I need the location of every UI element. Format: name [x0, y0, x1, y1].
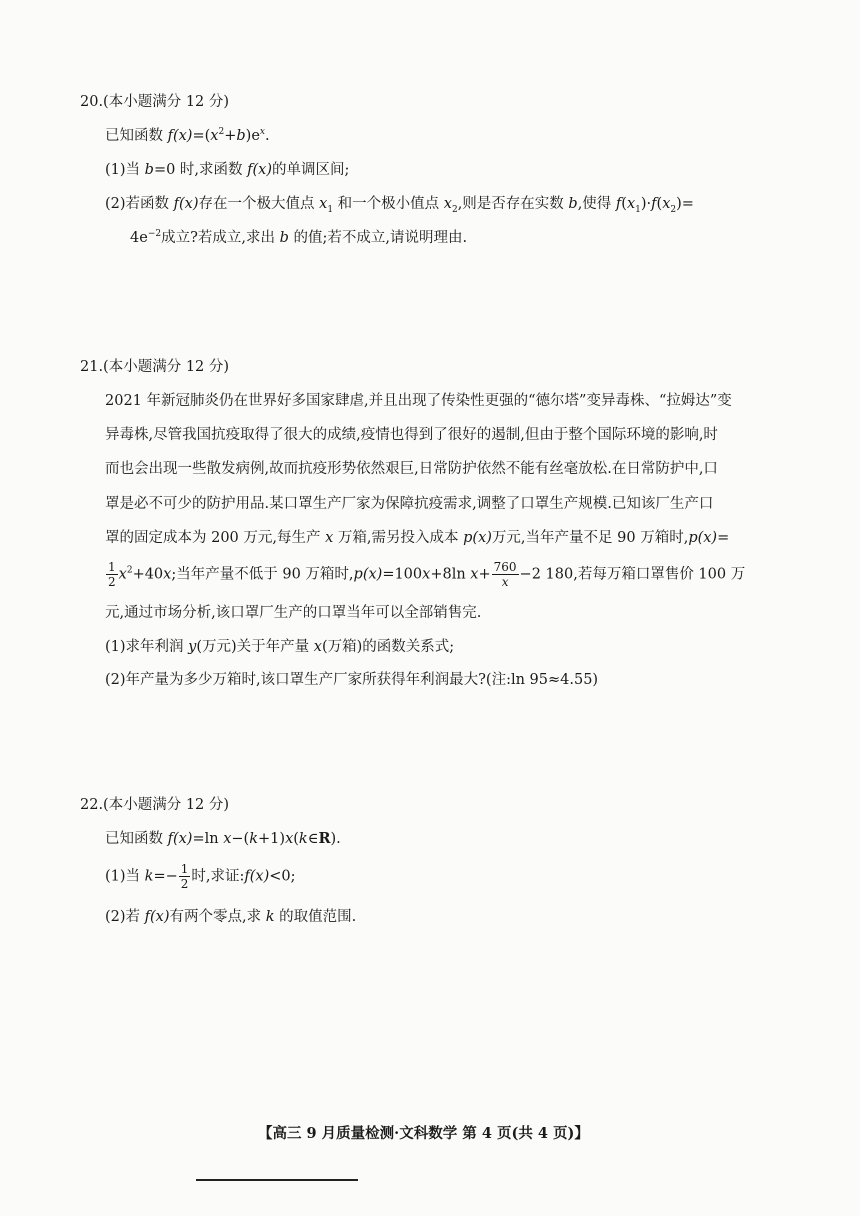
fraction-half: $\frac{1}{2}$ — [108, 560, 116, 589]
fraction-half: $\frac{1}{2}$ — [180, 862, 189, 891]
fraction-760-over-x: $\frac{760}{x}$ — [493, 560, 517, 589]
q22-stem: 已知函数 f(x)=ln x−(k+1)x(k∈R). — [105, 830, 341, 847]
q21-text-line: 罩的固定成本为 200 万元,每生产 x 万箱,需另投入成本 p(x)万元,当年产量不足 90 万箱时,p(x)= — [105, 530, 730, 546]
bottom-rule — [196, 1179, 358, 1181]
q22-part2: (2)若 f(x)有两个零点,求 k 的取值范围. — [105, 909, 357, 925]
q20-part2-cont: $4e^{-2}$成立?若成立,求出 b 的值;若不成立,请说明理由. — [130, 229, 468, 246]
q20-part2: (2)若函数 f(x)存在一个极大值点 $x_1$ 和一个极小值点 $x_2$,则是否存在实数 b,使得 $f(x_1)\cdot f(x_2)=$ — [105, 196, 694, 215]
q21-text-line: 元,通过市场分析,该口罩厂生产的口罩当年可以全部销售完. — [105, 605, 482, 621]
q21-formula-line: $\frac{1}{2}$ $x^2+40x$;当年产量不低于 90 万箱时,p(x)=100x+8ln x+ $\frac{760}{x}$ −2 180,若每万箱口罩售价 100 万 — [108, 560, 746, 589]
q21-text-line: 罩是必不可少的防护用品.某口罩生产厂家为保障抗疫需求,调整了口罩生产规模.已知该厂生产口 — [105, 496, 714, 512]
q21-heading: 21.(本小题满分 12 分) — [80, 359, 230, 375]
q22-heading: 22.(本小题满分 12 分) — [80, 797, 230, 813]
q21-part2: (2)年产量为多少万箱时,该口罩生产厂家所获得年利润最大?(注:ln 95≈4.55) — [105, 672, 599, 688]
q21-text-line: 异毒株,尽管我国抗疫取得了很大的成绩,疫情也得到了很好的遏制,但由于整个国际环境的影响,时 — [105, 427, 718, 443]
q20-stem: 已知函数 $f(x)=(x^2+b)e^x$. — [105, 127, 270, 144]
q22-part1: (1)当 k=− $\frac{1}{2}$ 时,求证:f(x)<0; — [105, 862, 296, 891]
q20-part1: (1)当 b=0 时,求函数 f(x)的单调区间; — [105, 162, 350, 178]
page-footer: 【高三 9 月质量检测·文科数学 第 4 页(共 4 页)】 — [258, 1125, 589, 1142]
q20-heading: 20.(本小题满分 12 分) — [80, 94, 230, 110]
q21-text-line: 2021 年新冠肺炎仍在世界好多国家肆虐,并且出现了传染性更强的“德尔塔”变异毒株、“拉姆达”变 — [105, 393, 732, 409]
q21-text-line: 而也会出现一些散发病例,故而抗疫形势依然艰巨,日常防护依然不能有丝毫放松.在日常防护中,口 — [105, 461, 718, 477]
q21-part1: (1)求年利润 y(万元)关于年产量 x(万箱)的函数关系式; — [105, 639, 455, 655]
